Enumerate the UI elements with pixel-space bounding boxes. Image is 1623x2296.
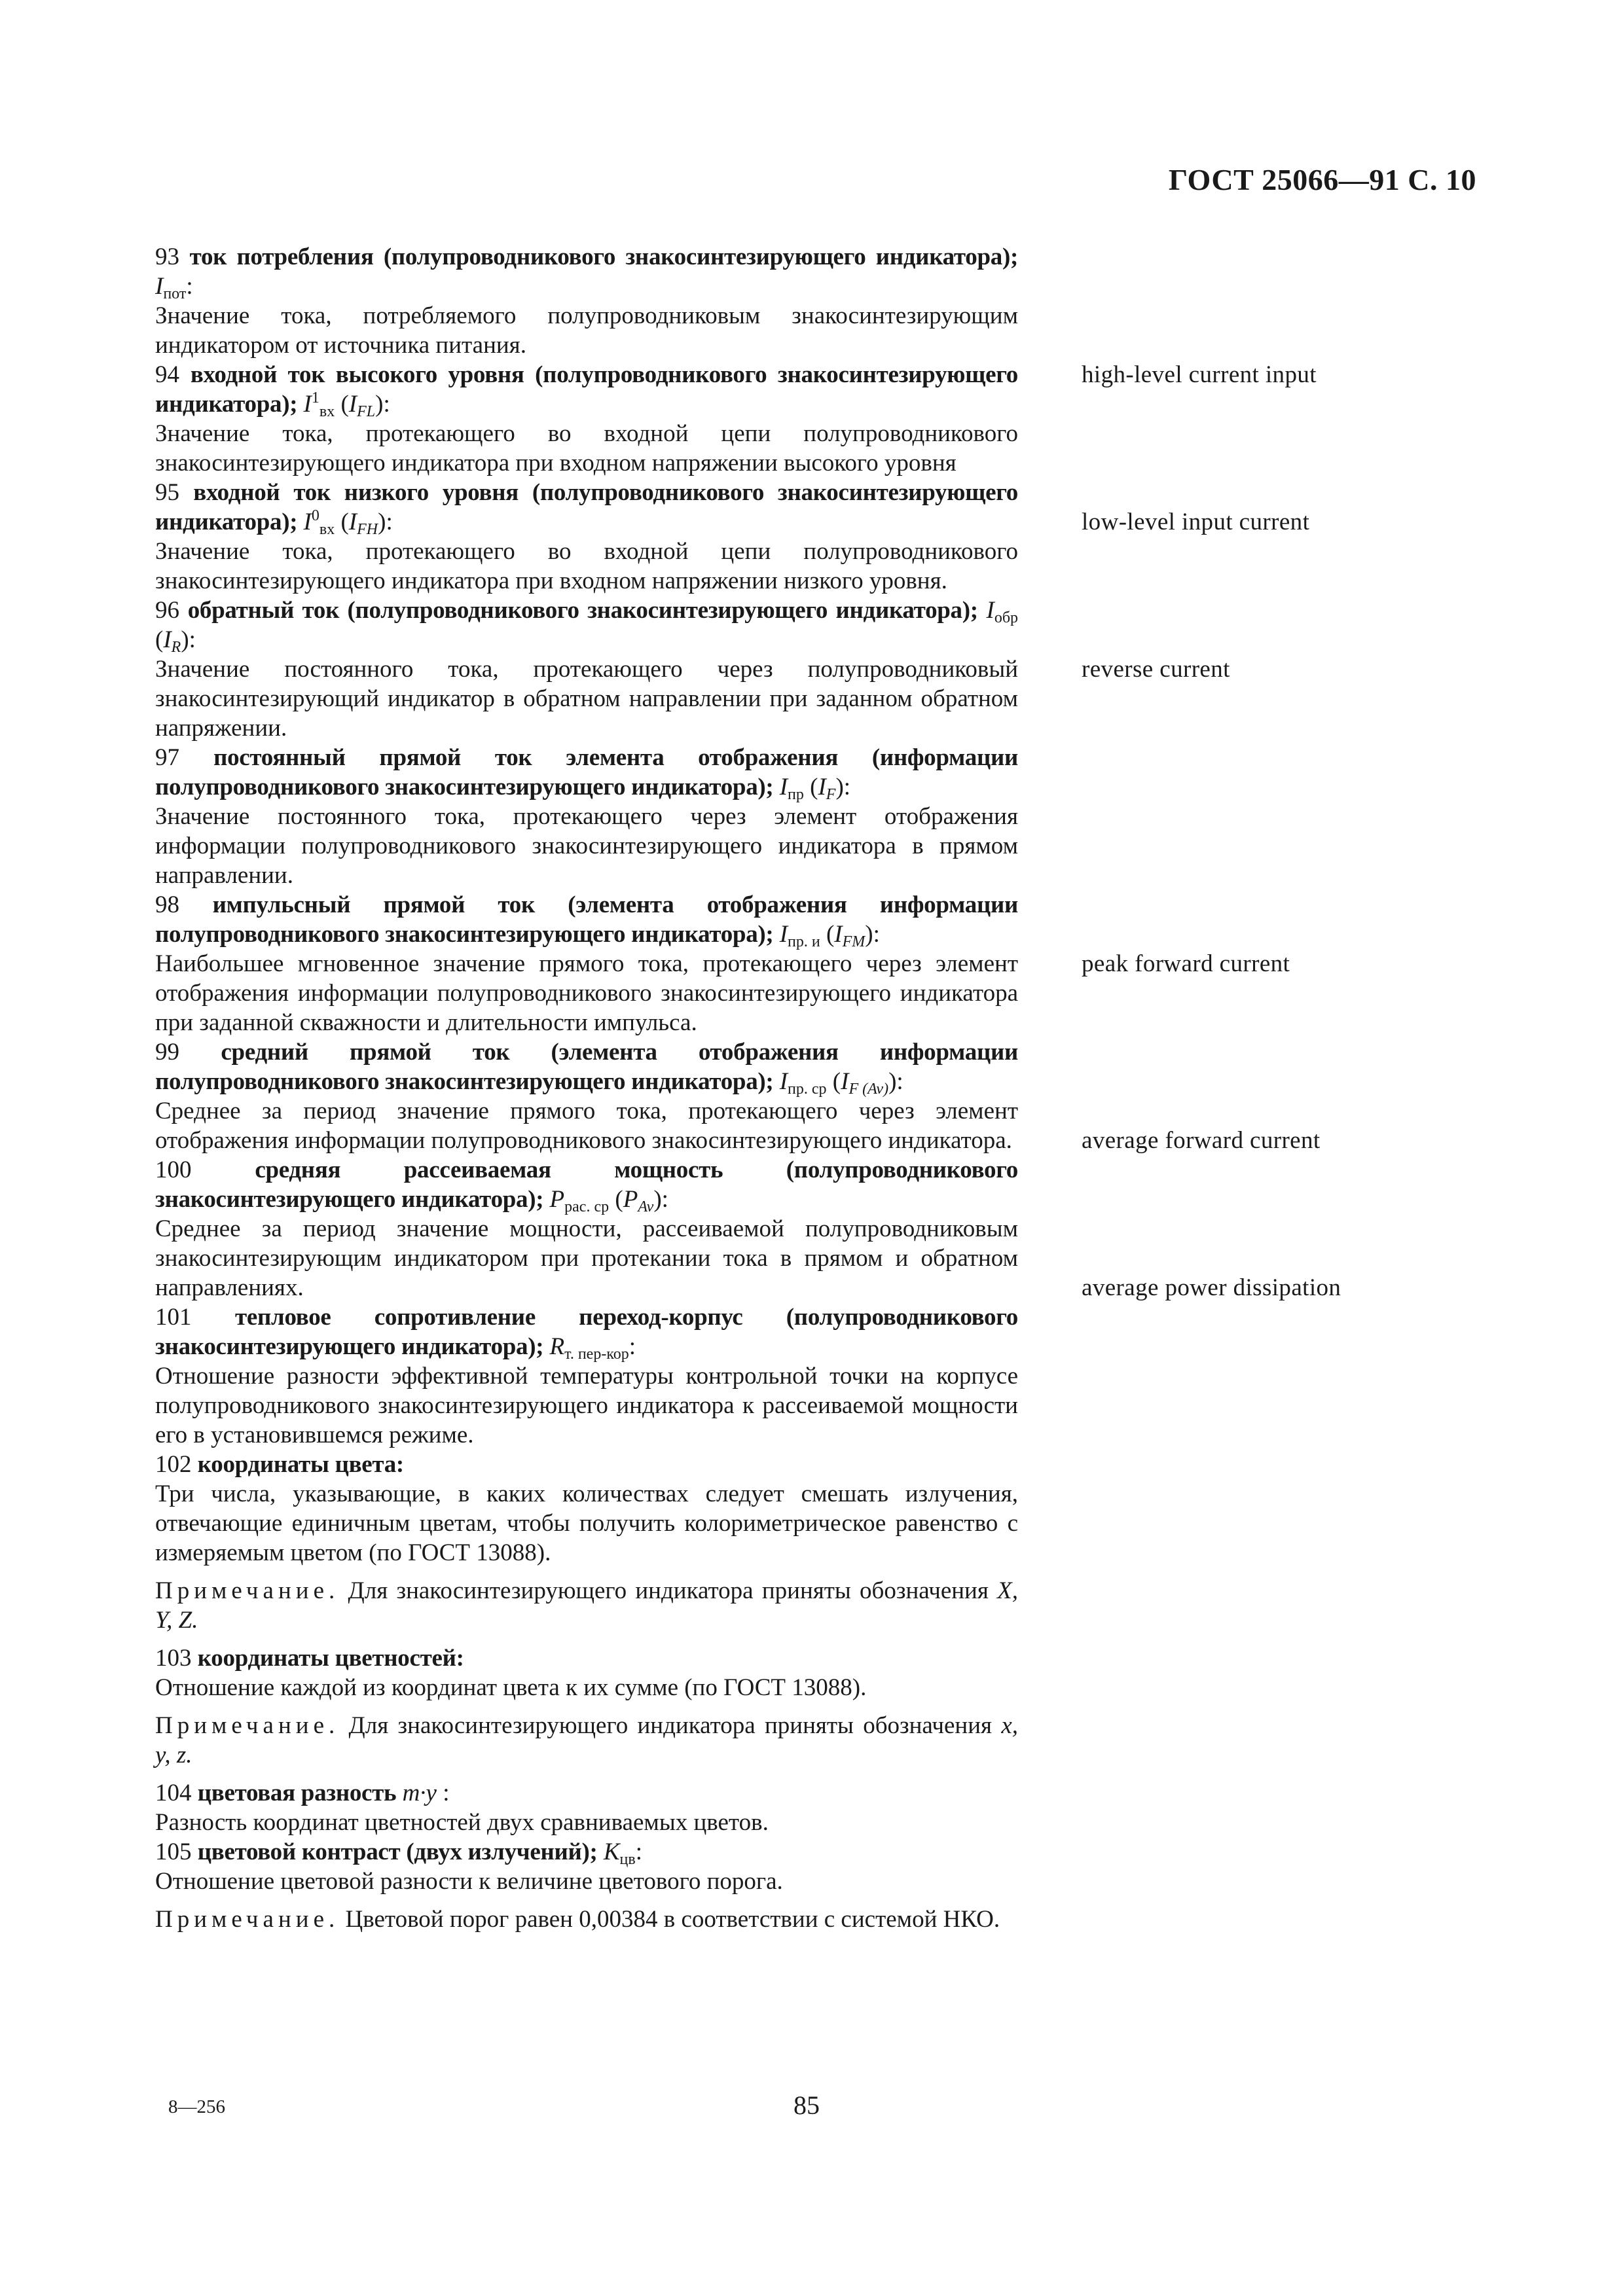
term-definition: Значение тока, протекающего во входной цепи полупроводникового знакосинтезирующего индикатора при входном напряжении высокого уровня: [155, 420, 1018, 476]
term-symbol: m·y: [402, 1780, 437, 1806]
term-entry-103: [155, 1643, 1018, 1770]
term-note: [155, 1576, 1018, 1635]
term-number: 94: [155, 361, 179, 388]
term-title: тепловое сопротивление переход-корпус (полупроводникового знакосинтезирующего индикатора);: [155, 1304, 1019, 1360]
term-definition: Отношение каждой из координат цвета к их сумме (по ГОСТ 13088).: [155, 1674, 867, 1701]
note-label: Примечание.: [155, 1906, 340, 1933]
term-number: 93: [155, 243, 179, 270]
term-symbol: I: [155, 273, 164, 300]
english-term-98: peak forward current: [1082, 950, 1290, 977]
term-number: 98: [155, 891, 179, 918]
term-number: 105: [155, 1839, 192, 1865]
term-number: 101: [155, 1304, 192, 1331]
term-number: 96: [155, 597, 179, 624]
term-symbol: K: [603, 1839, 620, 1865]
term-number: 97: [155, 744, 179, 771]
note-label: Примечание.: [155, 1577, 340, 1604]
term-symbol: I: [779, 921, 788, 948]
term-title: координаты цвета:: [197, 1451, 404, 1478]
term-symbol: I: [303, 391, 312, 418]
term-title: входной ток высокого уровня (полупроводникового знакосинтезирующего индикатора);: [155, 361, 1018, 418]
note-symbols: x, y, z.: [155, 1712, 1018, 1768]
english-term-99: average forward current: [1082, 1127, 1321, 1154]
term-symbol-sub: пот: [163, 285, 187, 302]
term-definition: Значение постоянного тока, протекающего через полупроводниковый знакосинтезирующий индикатор в обратном направлении при заданном обратном напряжении.: [155, 656, 1018, 742]
term-entry-100: 100 средняя рассеиваемая мощность (полупроводникового знакосинтезирующего индикатора); $P_{рас. ср}$ $(P_{Av})$: Среднее за период значение мощности, рассеиваемой полупроводниковым знакосинтезирующим индикатором при протекании тока в прямом и обратном направлениях.: [155, 1157, 1018, 1301]
english-term-96: reverse current: [1082, 656, 1230, 683]
term-title: обратный ток (полупроводникового знакосинтезирующего индикатора);: [187, 597, 978, 624]
term-title: ток потребления (полупроводникового знакосинтезирующего индикатора);: [189, 243, 1018, 270]
term-number: 95: [155, 479, 179, 506]
term-title: входной ток низкого уровня (полупроводникового знакосинтезирующего индикатора);: [155, 479, 1018, 535]
term-title: координаты цветностей:: [197, 1645, 464, 1672]
term-definition: Значение тока, потребляемого полупроводниковым знакосинтезирующим индикатором от источника питания.: [155, 302, 1018, 359]
term-definition: Отношение цветовой разности к величине цветового порога.: [155, 1868, 783, 1895]
term-note: [155, 1711, 1018, 1770]
term-definition: Три числа, указывающие, в каких количествах следует смешать излучения, отвечающие единичным цветам, чтобы получить колориметрическое равенство с измеряемым цветом (по ГОСТ 13088).: [155, 1480, 1018, 1566]
term-definition: Значение тока, протекающего во входной цепи полупроводникового знакосинтезирующего индикатора при входном напряжении низкого уровня.: [155, 538, 1018, 594]
term-number: 100: [155, 1157, 192, 1183]
term-number: 99: [155, 1039, 179, 1066]
footer-code: 8—256: [168, 2096, 225, 2117]
term-symbol: R: [549, 1333, 565, 1360]
term-entry-98: 98 импульсный прямой ток (элемента отображения информации полупроводникового знакосинтезирующего индикатора); $I_{пр. и}$ $(I_{FM})$: Наибольшее мгновенное значение прямого тока, протекающего через элемент отображения информации полупроводникового знакосинтезирующего индикатора при заданной скважности и длительности импульса.: [155, 891, 1018, 1036]
document-header: ГОСТ 25066—91 С. 10: [1168, 163, 1476, 196]
note-text: Цветовой порог равен 0,00384 в соответствии с системой НКО.: [345, 1906, 1000, 1933]
term-definition: Значение постоянного тока, протекающего через элемент отображения информации полупроводникового знакосинтезирующего индикатора в прямом направлении.: [155, 803, 1018, 889]
term-entry-97: 97 постоянный прямой ток элемента отображения (информации полупроводникового знакосинтезирующего индикатора); $I_{пр}$ $(I_F)$: Значение постоянного тока, протекающего через элемент отображения информации полупроводникового знакосинтезирующего индикатора в прямом направлении.: [155, 744, 1018, 889]
term-entry-93: 93 ток потребления (полупроводникового знакосинтезирующего индикатора); $I_{пот}$: Значение тока, потребляемого полупроводниковым знакосинтезирующим индикатором от источника питания.: [155, 243, 1018, 359]
term-title: цветовая разность: [197, 1780, 397, 1806]
term-entry-104: 104 цветовая разность m·y : Разность координат цветностей двух сравниваемых цветов.: [155, 1778, 1018, 1837]
page-number: 85: [793, 2090, 820, 2120]
term-title: постоянный прямой ток элемента отображения (информации полупроводникового знакосинтезирующего индикатора);: [155, 744, 1018, 800]
term-definition: Среднее за период значение прямого тока, протекающего через элемент отображения информации полупроводникового знакосинтезирующего индикатора.: [155, 1098, 1018, 1154]
term-definition: Разность координат цветностей двух сравниваемых цветов.: [155, 1809, 769, 1836]
term-number: 103: [155, 1645, 192, 1672]
term-entry-105: 105 цветовой контраст (двух излучений); $K_{цв}$: Отношение цветовой разности к величине цветового порога. Примечание. Цветовой порог равен 0,00384 в соответствии с системой НКО.: [155, 1837, 1018, 1934]
english-term-94: high-level current input: [1082, 361, 1317, 388]
term-definition: Наибольшее мгновенное значение прямого тока, протекающего через элемент отображения информации полупроводникового знакосинтезирующего индикатора при заданной скважности и длительности импульса.: [155, 950, 1018, 1036]
term-entry-95: 95 входной ток низкого уровня (полупроводникового знакосинтезирующего индикатора); $I^0_{вх}$ $(I_{FH})$: Значение тока, протекающего во входной цепи полупроводникового знакосинтезирующего индикатора при входном напряжении низкого уровня.: [155, 479, 1018, 594]
term-note: [155, 1905, 1018, 1934]
term-symbol: I: [303, 509, 312, 535]
note-label: Примечание.: [155, 1712, 340, 1739]
term-number: 102: [155, 1451, 192, 1478]
term-entry-96: 96 обратный ток (полупроводникового знакосинтезирующего индикатора); $I_{обр}$ $(I_R)$: Значение постоянного тока, протекающего через полупроводниковый знакосинтезирующий индикатор в обратном направлении при заданном обратном напряжении.: [155, 597, 1019, 742]
term-title: импульсный прямой ток (элемента отображения информации полупроводникового знакосинтезирующего индикатора);: [155, 891, 1018, 948]
note-symbols: X, Y, Z.: [155, 1577, 1018, 1634]
term-entry-99: 99 средний прямой ток (элемента отображения информации полупроводникового знакосинтезирующего индикатора); $I_{пр. ср}$ $(I_{F (Av)})$: Среднее за период значение прямого тока, протекающего через элемент отображения информации полупроводникового знакосинтезирующего индикатора.: [155, 1039, 1018, 1154]
term-title: средняя рассеиваемая мощность (полупроводникового знакосинтезирующего индикатора);: [155, 1157, 1018, 1213]
english-term-95: low-level input current: [1082, 509, 1310, 535]
term-symbol: I: [986, 597, 994, 624]
terms-column: [155, 242, 1018, 1943]
term-title: цветовой контраст (двух излучений);: [197, 1839, 598, 1865]
term-definition: Отношение разности эффективной температуры контрольной точки на корпусе полупроводникового знакосинтезирующего индикатора к рассеиваемой мощности его в установившемся режиме.: [155, 1363, 1018, 1448]
term-title: средний прямой ток (элемента отображения информации полупроводникового знакосинтезирующего индикатора);: [155, 1039, 1018, 1095]
term-entry-102: [155, 1450, 1018, 1635]
term-entry-101: 101 тепловое сопротивление переход-корпус (полупроводникового знакосинтезирующего индикатора); $R_{т. пер-кор}$: Отношение разности эффективной температуры контрольной точки на корпусе полупроводникового знакосинтезирующего индикатора к рассеиваемой мощности его в установившемся режиме.: [155, 1304, 1019, 1448]
note-text: Для знакосинтезирующего индикатора приняты обозначения: [348, 1577, 989, 1604]
term-symbol: I: [779, 774, 788, 800]
term-entry-94: 94 входной ток высокого уровня (полупроводникового знакосинтезирующего индикатора); $I^1_{вх}$ $(I_{FL})$: Значение тока, протекающего во входной цепи полупроводникового знакосинтезирующего индикатора при входном напряжении высокого уровня: [155, 361, 1018, 476]
term-symbol: I: [779, 1068, 788, 1095]
term-number: 104: [155, 1780, 192, 1806]
term-definition: Среднее за период значение мощности, рассеиваемой полупроводниковым знакосинтезирующим индикатором при протекании тока в прямом и обратном направлениях.: [155, 1215, 1018, 1301]
english-term-100: average power dissipation: [1082, 1274, 1341, 1301]
note-text: Для знакосинтезирующего индикатора приняты обозначения: [348, 1712, 993, 1739]
term-symbol: P: [549, 1186, 565, 1213]
